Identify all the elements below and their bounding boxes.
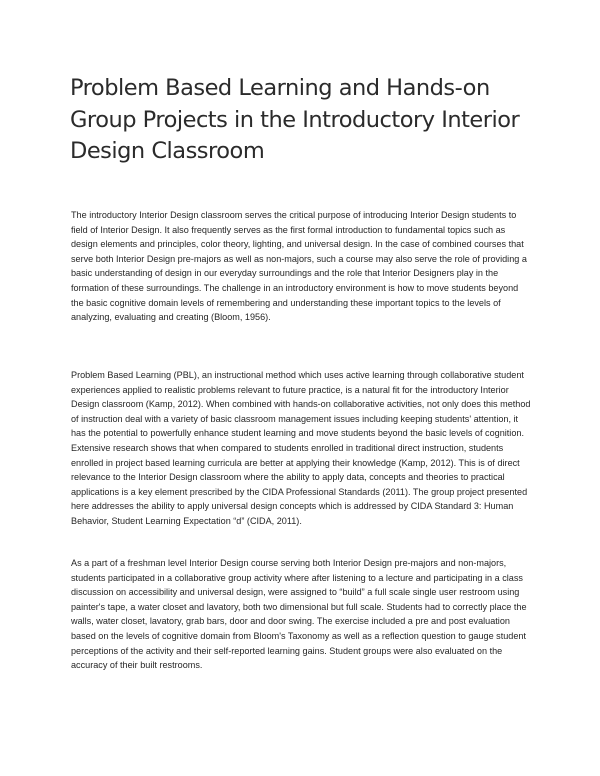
paragraph-intro: [71, 208, 533, 325]
document-title: Problem Based Learning and Hands-on Group Projects in the Introductory Interior Design Classroom: [70, 75, 520, 164]
paragraph-text: As a part of a freshman level Interior Design course serving both Interior Design pre-majors and non-majors, students participated in a collaborative group activity where after listening to a lecture and participating in a class discussion on accessibility and universal design, were assigned to “build” a full scale single user restroom using painter's tape, a water closet and lavatory, both two dimensional but full scale. Students had to correctly place the walls, water closet, lavatory, grab bars, door and door swing. The exercise included a pre and post evaluation based on the levels of cognitive domain from Bloom's Taxonomy as well as a reflection question to gauge student perceptions of the activity and their self-reported learning gains. Student groups were also evaluated on the accuracy of their built restrooms.: [71, 558, 527, 671]
paragraph-activity: [71, 556, 533, 673]
paragraph-text: Problem Based Learning (PBL), an instructional method which uses active learning through collaborative student experiences applied to realistic problems relevant to future practice, is a natural fit for the introductory Interior Design classroom (Kamp, 2012). When combined with hands-on collaborative activities, not only does this method of instruction deal with a variety of basic classroom management issues including keeping students' attention, it has the potential to powerfully enhance student learning and move students beyond the basic levels of cognition. Extensive research shows that when compared to students enrolled in traditional direct instruction, students enrolled in project based learning curricula are better at applying their knowledge (Kamp, 2012). This is of direct relevance to the Interior Design classroom where the ability to apply data, concepts and theories to practical applications is a key element prescribed by the CIDA Professional Standards (2011). The group project presented here addresses the ability to apply universal design concepts which is addressed by CIDA Standard 3: Human Behavior, Student Learning Expectation “d” (CIDA, 2011).: [71, 370, 531, 526]
paragraph-text: The introductory Interior Design classroom serves the critical purpose of introducing Interior Design students to field of Interior Design. It also frequently serves as the first formal introduction to fundamental topics such as design elements and principles, color theory, lighting, and universal design. In the case of combined courses that serve both Interior Design pre-majors as well as non-majors, such a course may also serve the role of providing a basic understanding of design in our everyday surroundings and the role that Interior Designers play in the formation of these surroundings. The challenge in an introductory environment is how to move students beyond the basic cognitive domain levels of remembering and understanding these important topics to the levels of analyzing, evaluating and creating (Bloom, 1956).: [71, 210, 527, 323]
paragraph-pbl: [71, 368, 533, 529]
